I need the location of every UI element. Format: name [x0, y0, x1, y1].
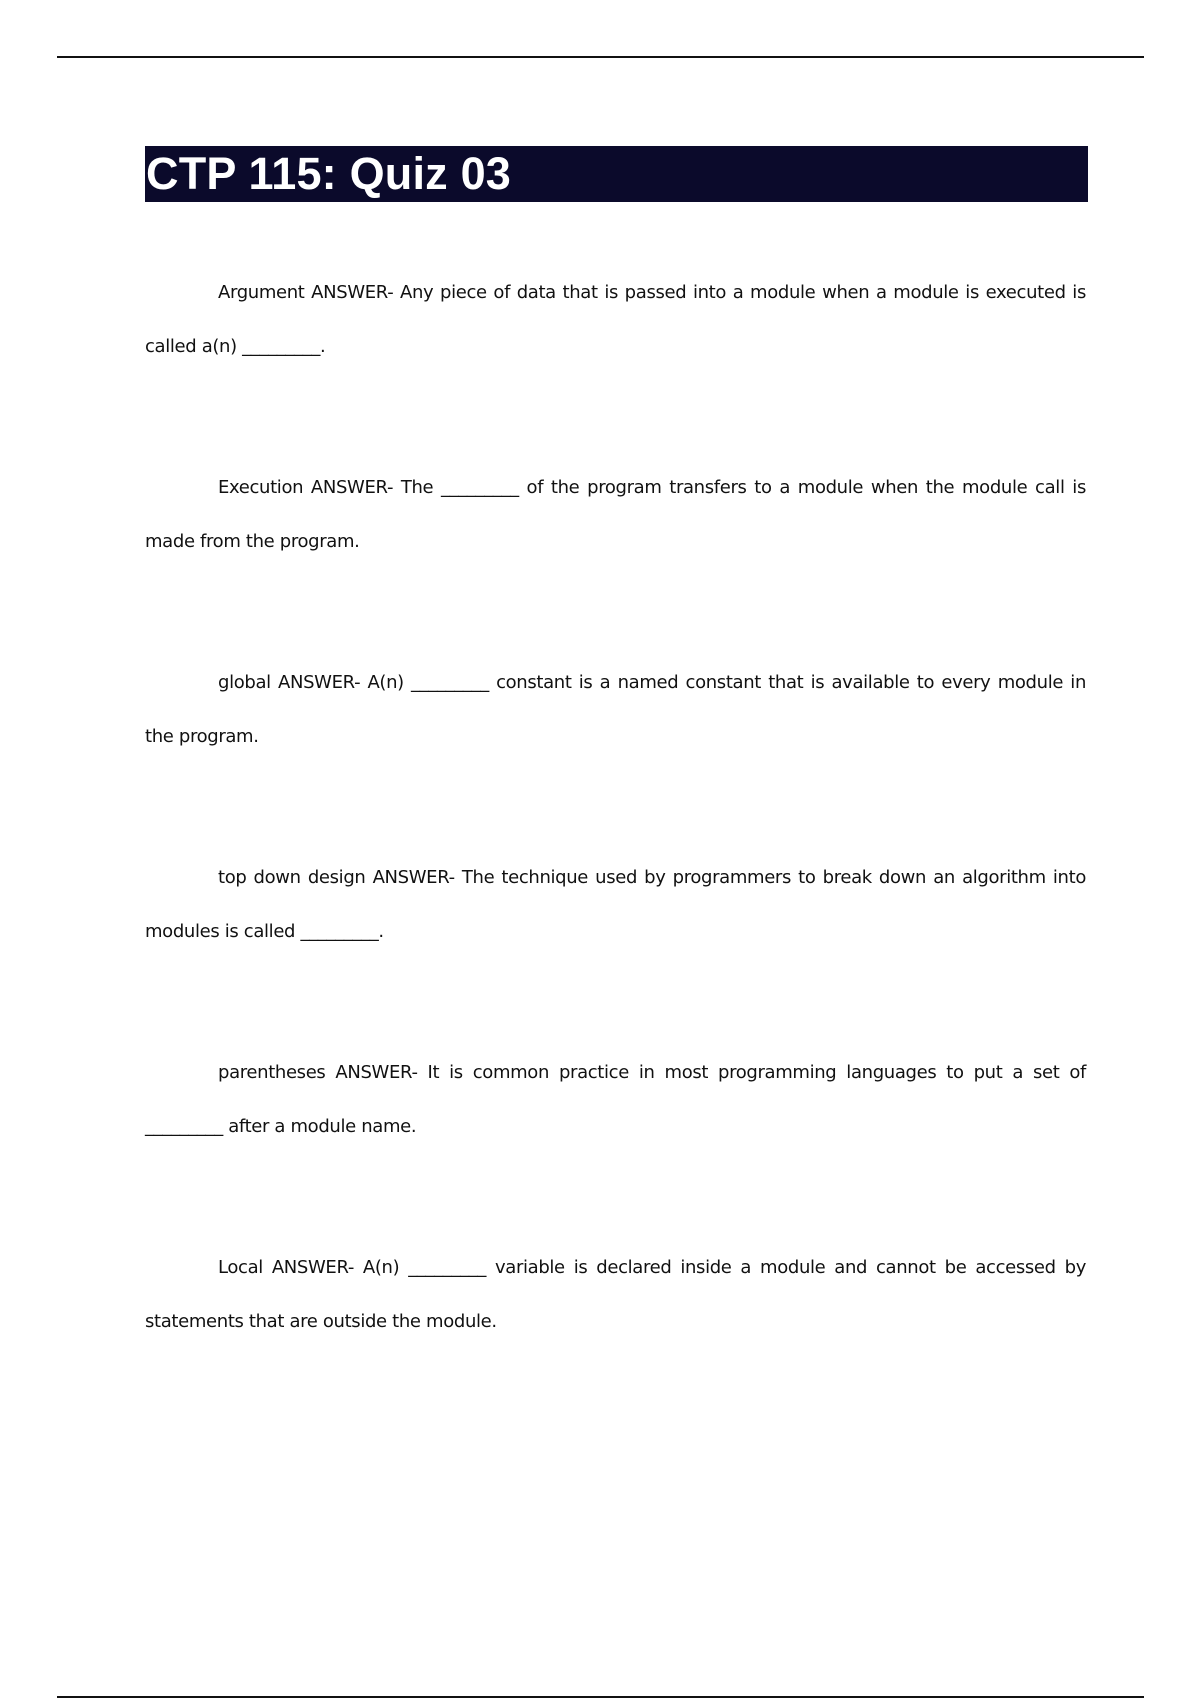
qa-list [145, 266, 1086, 1436]
page-title: CTP 115: Quiz 03 [146, 148, 512, 199]
qa-item-text: Local ANSWER- A(n) _________ variable is declared inside a module and cannot be accessed by statements that are outside the module. [145, 1257, 1086, 1332]
qa-item [145, 851, 1086, 1046]
qa-item-text: Argument ANSWER- Any piece of data that is passed into a module when a module is executed is called a(n) _________. [145, 282, 1086, 357]
qa-item-text: top down design ANSWER- The technique used by programmers to break down an algorithm into modules is called _________. [145, 867, 1086, 942]
qa-item [145, 1046, 1086, 1241]
qa-item [145, 461, 1086, 656]
header-rule [57, 56, 1144, 58]
footer-rule [57, 1696, 1144, 1698]
qa-item-text: Execution ANSWER- The _________ of the program transfers to a module when the module call is made from the program. [145, 477, 1086, 552]
qa-item-text: parentheses ANSWER- It is common practice in most programming languages to put a set of _________ after a module name. [145, 1062, 1086, 1137]
qa-item [145, 1241, 1086, 1436]
title-banner [145, 146, 1088, 202]
qa-item [145, 656, 1086, 851]
qa-item-text: global ANSWER- A(n) _________ constant is a named constant that is available to every module in the program. [145, 672, 1086, 747]
qa-item [145, 266, 1086, 461]
